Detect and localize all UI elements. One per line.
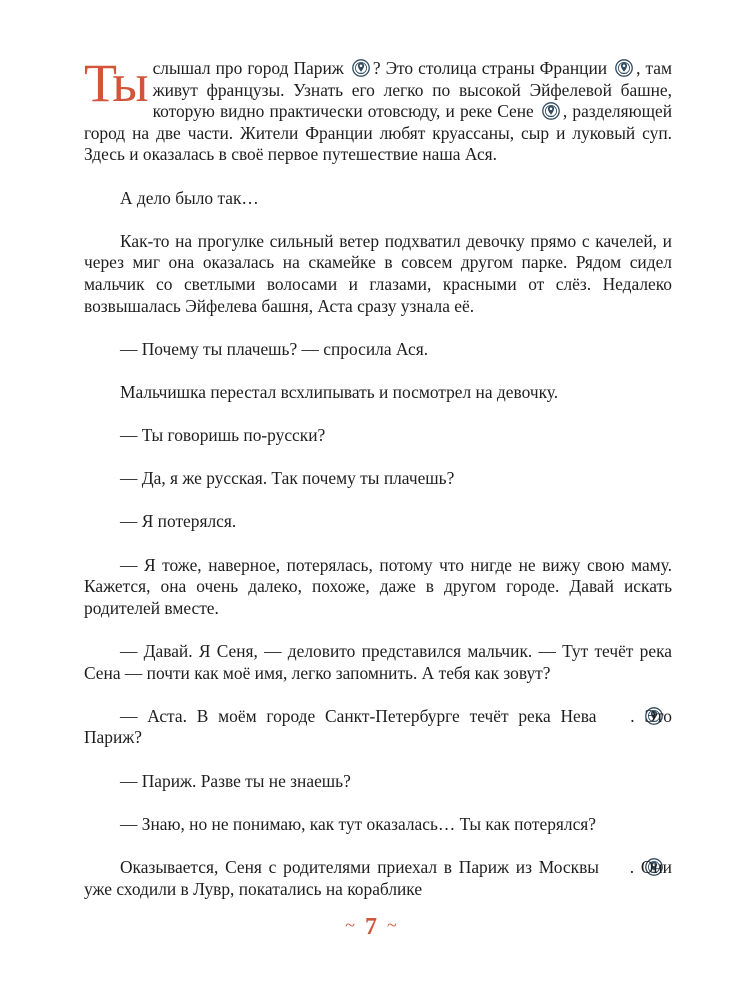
footer-tilde-right: ~ xyxy=(387,915,397,935)
map-pin-icon[interactable] xyxy=(614,58,634,78)
paragraph-text: слышал про город Париж xyxy=(152,58,349,78)
paragraph-text: — Ты говоришь по-русски? xyxy=(120,425,326,446)
drop-cap: Ты xyxy=(84,53,147,113)
paragraph xyxy=(84,53,673,166)
paragraph-text: Оказывается, Сеня с родителями приехал в Париж из Москвы xyxy=(120,856,606,877)
paragraph-text: — Я тоже, наверное, потерялась, потому что нигде не вижу свою маму. Кажется, она очень далеко, похоже, даже в другом городе. Давай искать родителей вместе. xyxy=(84,554,672,618)
paragraph xyxy=(84,771,672,793)
paragraph xyxy=(84,231,672,317)
paragraph xyxy=(84,511,672,533)
paragraph xyxy=(84,641,672,684)
paragraph xyxy=(84,706,672,749)
footer-tilde-left: ~ xyxy=(345,915,355,935)
paragraph-text: А дело было так… xyxy=(120,187,259,208)
paragraph xyxy=(84,857,672,900)
map-pin-icon[interactable] xyxy=(608,857,628,877)
paragraph-text: ? Это столица страны Франции xyxy=(372,58,613,78)
paragraph-text: — Знаю, но не понимаю, как тут оказалась… Ты как потерялся? xyxy=(120,813,597,834)
paragraph-text: , разделяющей город на две части. Жители Франции любят круассаны, сыр и луковый суп. Здесь и оказалась в своё первое путешествие наша Ася. xyxy=(84,101,672,165)
paragraph-text: Как-то на прогулке сильный ветер подхватил девочку прямо с качелей, и через миг она оказалась на скамейке в совсем другом парке. Рядом сидел мальчик со светлыми волосами и глазами, красными от слёз. Недалеко возвышалась Эйфелева башня, Аста сразу узнала её. xyxy=(84,230,672,316)
paragraph xyxy=(84,555,672,620)
paragraph-text: . Они уже сходили в Лувр, покатались на кораблике xyxy=(84,856,672,899)
paragraph-text: — Я потерялся. xyxy=(120,511,237,532)
map-pin-icon[interactable] xyxy=(608,706,628,726)
paragraph xyxy=(84,382,672,404)
page-text xyxy=(84,53,673,922)
paragraph-text: , там живут французы. Узнать его легко по высокой Эйфелевой башне, которую видно практически отовсюду, и реке Сене xyxy=(152,58,673,122)
paragraph-text: — Да, я же русская. Так почему ты плачешь? xyxy=(120,468,455,489)
page-number: 7 xyxy=(365,914,377,940)
paragraph-text: — Париж. Разве ты не знаешь? xyxy=(120,770,351,791)
paragraph xyxy=(84,188,672,210)
paragraph-text: — Давай. Я Сеня, — деловито представился мальчик. — Тут течёт река Сена — почти как моё имя, легко запомнить. А тебя как зовут? xyxy=(84,641,672,683)
paragraph xyxy=(84,339,672,361)
paragraph-text: — Аста. В моём городе Санкт-Петербурге течёт река Нева xyxy=(120,705,607,726)
paragraph xyxy=(84,425,672,447)
paragraph-text: Мальчишка перестал всхлипывать и посмотрел на девочку. xyxy=(120,381,559,402)
paragraph-text: — Почему ты плачешь? — спросила Ася. xyxy=(120,338,429,359)
paragraph xyxy=(84,814,672,836)
paragraph xyxy=(84,468,672,490)
page-footer xyxy=(0,914,742,941)
map-pin-icon[interactable] xyxy=(351,58,371,78)
paragraph-text: . Это Париж? xyxy=(84,705,673,748)
map-pin-icon[interactable] xyxy=(541,101,561,121)
